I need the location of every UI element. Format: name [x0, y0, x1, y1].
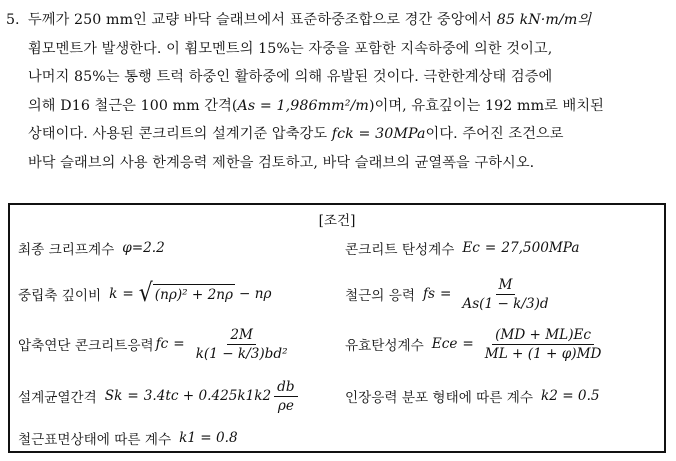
eff-modulus-fraction — [482, 327, 605, 362]
k2-coefficient — [345, 381, 600, 411]
problem-text: 이다. 주어진 조건으로 — [425, 126, 564, 143]
k2-formula: k2 = 0.5 — [541, 388, 600, 404]
problem-line-2: 휨모멘트가 발생한다. 이 휨모멘트의 15%는 자중을 포함한 지속하중에 의한 것이고, — [28, 40, 553, 57]
conditions-title: [조건] — [318, 213, 356, 229]
fraction-numerator: (MD + ML)Ec — [492, 327, 594, 345]
concrete-modulus: 콘크리트 탄성계수 Ec = 27,500MPa — [345, 240, 580, 258]
rebar-area: As = 1,986mm²/m — [237, 97, 369, 114]
steel-stress-label: 철근의 응력 — [345, 288, 415, 304]
crack-spacing-label: 설계균열간격 — [18, 390, 97, 406]
eff-modulus-label: 유효탄성계수 — [345, 338, 424, 354]
problem-text: 의해 D16 철근은 100 mm 간격( — [28, 97, 238, 114]
fraction-numerator: M — [496, 277, 516, 295]
crack-spacing-lhs: Sk — [104, 388, 123, 404]
neutral-axis-ratio: 중립축 깊이비 k = √ (nρ)² + 2nρ − nρ — [18, 279, 272, 308]
k2-label: 인장응력 분포 형태에 따른 계수 — [345, 390, 533, 406]
steel-stress-fraction — [459, 277, 551, 312]
creep-coefficient — [18, 233, 165, 263]
modulus-lhs: Ec — [462, 240, 480, 256]
conditions-row-5 — [10, 423, 664, 453]
steel-stress: 철근의 응력 fs = $\frac{M}{As(1 - k/3)d}$ — [345, 279, 555, 309]
conditions-row-1 — [10, 233, 664, 263]
fraction-denominator: As(1 − k/3)d — [462, 295, 549, 312]
creep-formula: φ=2.2 — [122, 240, 165, 256]
problem-text: 두께가 250 mm인 교량 바닥 슬래브에서 표준하중조합으로 경간 중앙에서 — [28, 12, 493, 28]
neutral-axis-lhs: k — [109, 286, 118, 302]
problem-line-3: 나머지 85%는 통행 트럭 하중인 활하중에 의해 유발된 것이다. 극한한계상태 검증에 — [28, 69, 553, 86]
concrete-stress-fraction — [193, 327, 291, 362]
problem-line-5 — [6, 120, 670, 149]
crack-spacing-fraction — [274, 379, 297, 414]
concrete-stress-label: 압축연단 콘크리트응력 — [18, 338, 154, 354]
concrete-stress-lhs: fc — [155, 336, 169, 352]
problem-line-4 — [6, 92, 670, 121]
sqrt-radicand: (nρ)² + 2nρ — [153, 284, 235, 304]
problem-statement — [6, 6, 670, 178]
creep-label: 최종 크리프계수 — [18, 242, 115, 258]
steel-stress-lhs: fs — [422, 286, 435, 302]
fraction-denominator: k(1 − k/3)bd² — [195, 345, 288, 362]
conditions-row-2 — [10, 276, 664, 312]
k1-coefficient — [18, 423, 238, 453]
eff-modulus-lhs: Ece — [431, 336, 458, 352]
problem-line-1 — [6, 6, 670, 35]
fraction-denominator: ρe — [277, 397, 294, 414]
problem-line-6: 바닥 슬래브의 사용 한계응력 제한을 검토하고, 바닥 슬래브의 균열폭을 구하시오. — [28, 154, 535, 171]
moment-value: 85 kN·m/m의 — [496, 12, 592, 28]
problem-text: )이며, 유효깊이는 192 mm로 배치된 — [368, 97, 604, 114]
concrete-strength: fck = 30MPa — [331, 126, 426, 143]
neutral-axis-tail: − nρ — [239, 286, 272, 302]
k1-label: 철근표면상태에 따른 계수 — [18, 432, 172, 448]
conditions-row-4 — [10, 378, 664, 414]
conditions-row-3 — [10, 326, 664, 362]
neutral-axis-label: 중립축 깊이비 — [18, 288, 102, 304]
modulus-label: 콘크리트 탄성계수 — [345, 242, 455, 258]
conditions-box — [8, 203, 666, 453]
problem-text: 상태이다. 사용된 콘크리트의 설계기준 압축강도 — [28, 126, 328, 143]
fraction-numerator: db — [274, 379, 297, 397]
fraction-numerator: 2M — [227, 327, 256, 345]
effective-modulus: 유효탄성계수 Ece = $\frac{(MD + ML)Ec}{ML + (1 + \varphi)MD}$ — [345, 329, 607, 359]
concrete-stress: 압축연단 콘크리트응력 fc = $\frac{2M}{\text{k(1 − k/3)bd²}}$ — [18, 329, 294, 359]
modulus-rhs: 27,500MPa — [501, 240, 580, 256]
crack-spacing: 설계균열간격 Sk = 3.4tc + 0.425k1k2 $\frac{db}{\rho e}$ — [18, 381, 301, 411]
sqrt-symbol: √ (nρ)² + 2nρ — [138, 279, 234, 308]
crack-spacing-rhs: 3.4tc + 0.425k1k2 — [143, 388, 272, 404]
problem-number: 5. — [6, 12, 20, 28]
k1-formula: k1 = 0.8 — [179, 430, 238, 446]
fraction-denominator: ML + (1 + φ)MD — [484, 345, 602, 362]
